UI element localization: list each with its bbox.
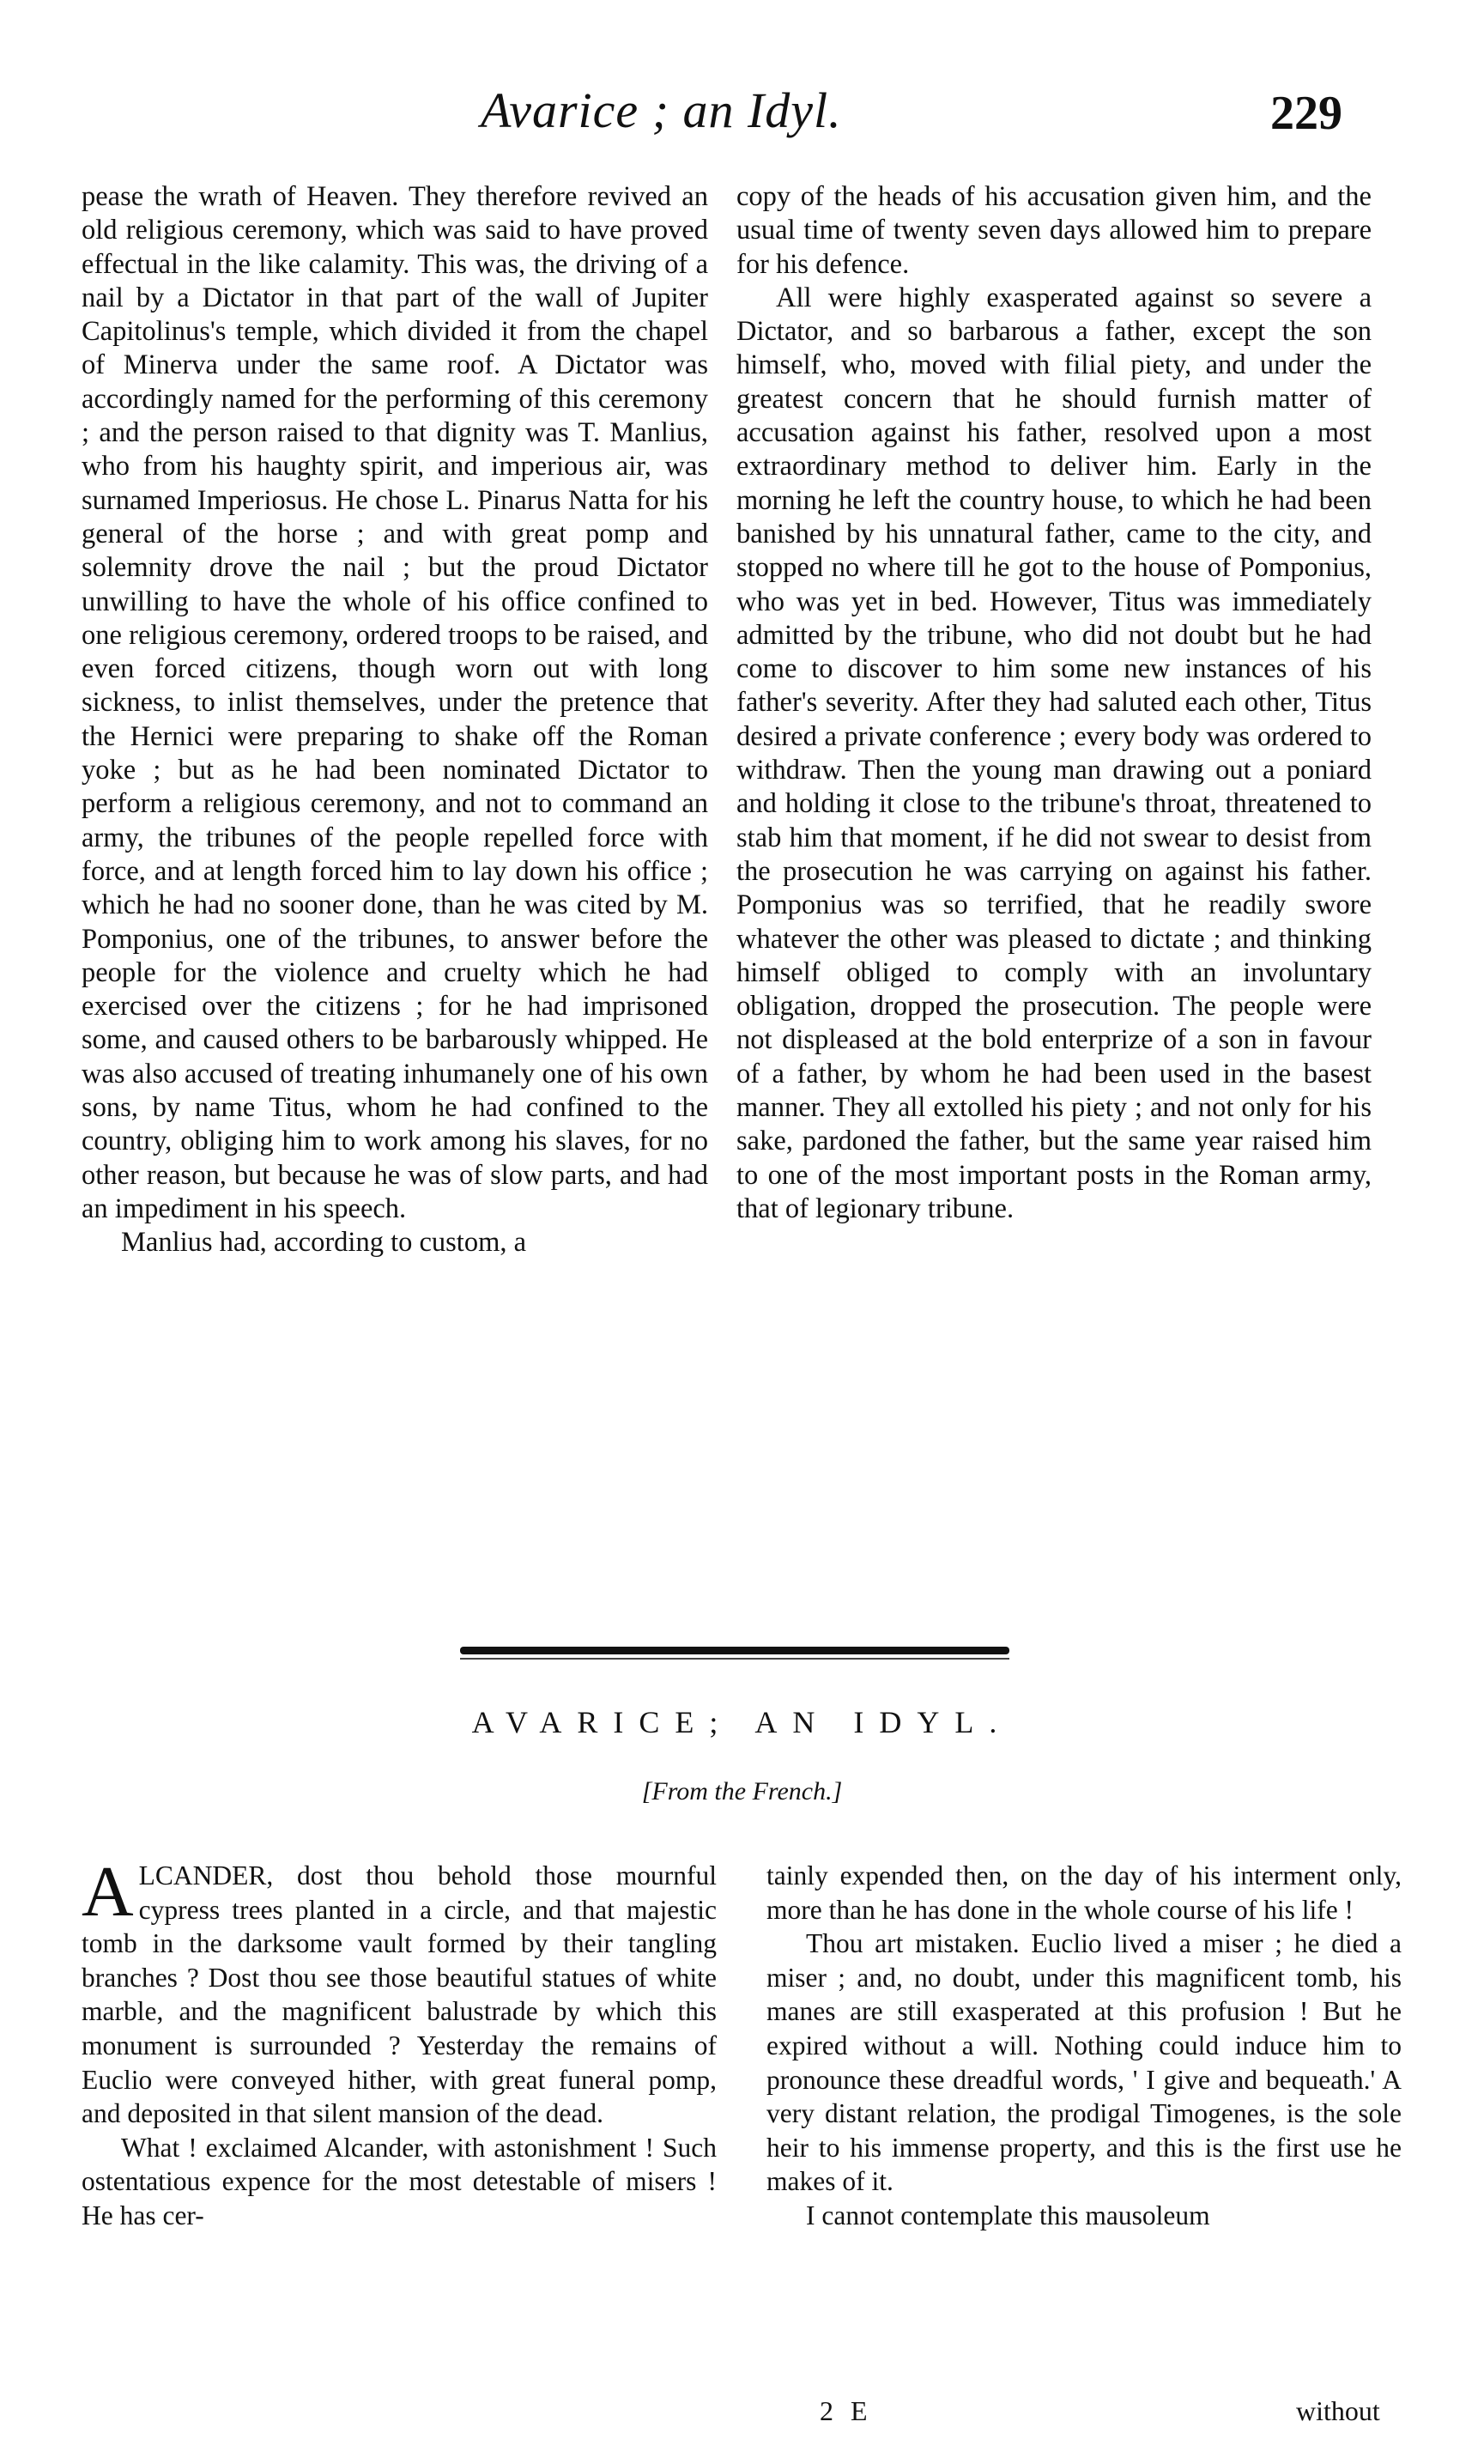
paragraph: Thou art mistaken. Euclio lived a miser ; he died a miser ; and, no doubt, under this magnificent tomb, his manes are still exasperated at this profusion ! But he expired without a will. Nothing could induce him to pronounce these dreadful words, ' I give and bequeath.' A very distant relation, the prodigal Timogenes, is the sole heir to his immense property, and this is the first use he makes of it. <box>766 1928 1402 2197</box>
paragraph: What ! exclaimed Alcander, with astonishment ! Such ostentatious expence for the most detestable of misers ! He has cer- <box>82 2132 717 2230</box>
drop-cap: A <box>82 1852 134 1932</box>
paragraph: tainly expended then, on the day of his interment only, more than he has done in the whole course of his life ! <box>766 1860 1402 1925</box>
catchword: without <box>1296 2395 1380 2426</box>
article-two-right-column <box>766 1859 1402 2233</box>
article-one-right-column <box>736 180 1372 1226</box>
article-one-left-column <box>82 180 708 1260</box>
paragraph: Manlius had, according to custom, a <box>121 1227 527 1259</box>
paragraph <box>82 1852 717 2131</box>
paragraph: All were highly exasperated against so severe a Dictator, and so barbarous a father, except the son himself, who, moved with filial piety, and under the greatest concern that he should furnish matter of accusation against his father, resolved upon a most extraordinary method to deliver him. Early in the morning he left the country house, to which he had been banished by his unnatural father, came to the city, and stopped no where till he got to the house of Pomponius, who was yet in bed. However, Titus was immediately admitted by the tribune, who did not doubt but he had come to discover to him some new instances of his father's severity. After they had saluted each other, Titus desired a private conference ; every body was ordered to withdraw. Then the young man drawing out a poniard and holding it close to the tribune's throat, threatened to stab him that moment, if he did not swear to desist from the prosecution he was carrying on against his father. Pomponius was so terrified, that he readily swore whatever the other was pleased to dictate ; and thinking himself obliged to comply with an involuntary obligation, dropped the prosecution. The people were not displeased at the bold enterprize of a son in favour of a father, by whom he had been used in the basest manner. They all extolled his piety ; and not only for his sake, pardoned the father, but the same year raised him to one of the most important posts in the Roman army, that of legionary tribune. <box>736 282 1372 1224</box>
article-two-left-column <box>82 1852 717 2233</box>
article-source-note: [From the French.] <box>641 1777 843 1806</box>
section-divider-hairline <box>460 1658 1009 1660</box>
page-number: 229 <box>1270 87 1342 140</box>
section-divider-rule <box>460 1647 1009 1654</box>
paragraph: I cannot contemplate this mausoleum <box>806 2200 1210 2230</box>
paragraph: pease the wrath of Heaven. They therefore revived an old religious ceremony, which was said to have proved effectual in the like calamity. This was, the driving of a nail by a Dictator in that part of the wall of Jupiter Capitolinus's temple, which divided it from the chapel of Minerva under the same roof. A Dictator was accordingly named for the performing of this ceremony ; and the person raised to that dignity was T. Manlius, who from his haughty spirit, and imperious air, was surnamed Imperiosus. He chose L. Pinarus Natta for his general of the horse ; and with great pomp and solemnity drove the nail ; but the proud Dictator unwilling to have the whole of his office confined to one religious ceremony, ordered troops to be raised, and even forced citizens, though worn out with long sickness, to inlist themselves, under the pretence that the Hernici were preparing to shake off the Roman yoke ; but as he had been nominated Dictator to perform a religious ceremony, and not to command an army, the tribunes of the people repelled force with force, and at length forced him to lay down his office ; which he had no sooner done, than he was cited by M. Pomponius, one of the tribunes, to answer before the people for the violence and cruelty which he had exercised over the citizens ; for he had imprisoned some, and caused others to be barbarously whipped. He was also accused of treating inhumanely one of his own sons, by name Titus, whom he had confined to the country, obliging him to work among his slaves, for no other reason, but because he was of slow parts, and had an impediment in his speech. <box>82 181 708 1224</box>
signature-mark: 2 E <box>820 2395 873 2426</box>
running-title: Avarice ; an Idyl. <box>481 82 842 138</box>
paragraph-text: LCANDER, dost thou behold those mournful cypress trees planted in a circle, and that majestic tomb in the darksome vault formed by their tangling branches ? Dost thou see those beautiful statues of white marble, and the magnificent balustrade by which this monument is surrounded ? Yesterday the remains of Euclio were conveyed hither, with great funeral pomp, and deposited in that silent mansion of the dead. <box>82 1860 717 2129</box>
paragraph: copy of the heads of his accusation given him, and the usual time of twenty seven days allowed him to prepare for his defence. <box>736 181 1372 280</box>
article-title: AVARICE; AN IDYL. <box>471 1705 1013 1739</box>
